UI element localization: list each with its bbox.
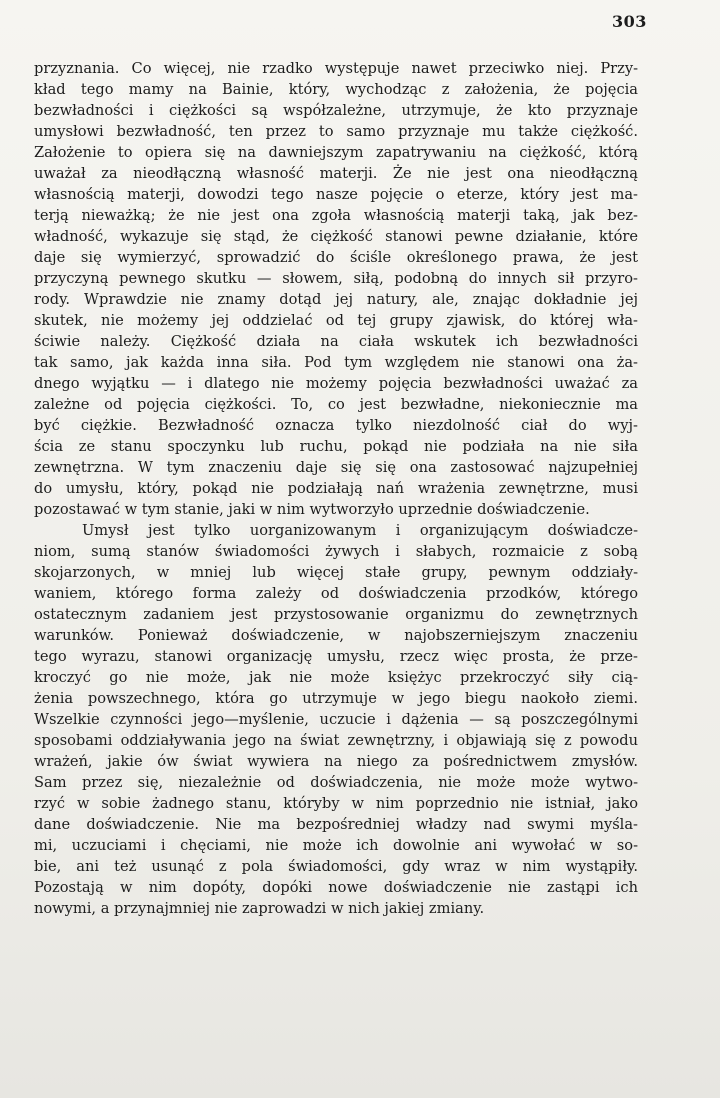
text-line: kład tego mamy na Bainie, który, wychodząc z założenia, że pojęcia: [34, 81, 638, 98]
paragraph-1: [34, 58, 638, 520]
text-line: zewnętrzna. W tym znaczeniu daje się się ona zastosować najzupełniej: [34, 459, 638, 476]
text-line: własnością materji, dowodzi tego nasze pojęcie o eterze, który jest ma-: [34, 186, 638, 203]
text-line: Pozostają w nim dopóty, dopóki nowe doświadczenie nie zastąpi ich: [34, 879, 638, 896]
text-line: kroczyć go nie może, jak nie może księżyc przekroczyć siły cią-: [34, 669, 638, 686]
body-text: [34, 58, 638, 919]
text-line: skojarzonych, w mniej lub więcej stałe grupy, pewnym oddziały-: [34, 564, 638, 581]
text-line: rzyć w sobie żadnego stanu, któryby w nim poprzednio nie istniał, jako: [34, 795, 638, 812]
text-line: uważał za nieodłączną własność materji. Że nie jest ona nieodłączną: [34, 165, 638, 182]
text-line: umysłowi bezwładność, ten przez to samo przyznaje mu także ciężkość.: [34, 123, 638, 140]
text-line: nowymi, a przynajmniej nie zaprowadzi w nich jakiej zmiany.: [34, 900, 485, 917]
text-line: być ciężkie. Bezwładność oznacza tylko niezdolność ciał do wyj-: [34, 417, 638, 434]
text-line: tego wyrazu, stanowi organizację umysłu, rzecz więc prosta, że prze-: [34, 648, 638, 665]
text-line: bezwładności i ciężkości są współzależne, utrzymuje, że kto przyznaje: [34, 102, 638, 119]
text-line: wrażeń, jakie ów świat wywiera na niego za pośrednictwem zmysłów.: [34, 753, 638, 770]
text-line: skutek, nie możemy jej oddzielać od tej grupy zjawisk, do której wła-: [34, 312, 638, 329]
text-line: przyczyną pewnego skutku — słowem, siłą, podobną do innych sił przyro-: [34, 270, 638, 287]
text-line: tak samo, jak każda inna siła. Pod tym względem nie stanowi ona ża-: [34, 354, 638, 371]
text-line: terją nieważką; że nie jest ona zgoła własnością materji taką, jak bez-: [34, 207, 638, 224]
text-line: bie, ani też usunąć z pola świadomości, gdy wraz w nim wystąpiły.: [34, 858, 638, 875]
text-line: Umysł jest tylko uorganizowanym i organizującym doświadcze-: [82, 522, 638, 539]
text-line: ostatecznym zadaniem jest przystosowanie organizmu do zewnętrznych: [34, 606, 638, 623]
text-line: pozostawać w tym stanie, jaki w nim wytworzyło uprzednie doświadczenie.: [34, 501, 590, 518]
text-line: waniem, którego forma zależy od doświadczenia przodków, którego: [34, 585, 638, 602]
text-line: warunków. Ponieważ doświadczenie, w najobszerniejszym znaczeniu: [34, 627, 638, 644]
text-line: dane doświadczenie. Nie ma bezpośredniej władzy nad swymi myśla-: [34, 816, 638, 833]
text-line: do umysłu, który, pokąd nie podziałają nań wrażenia zewnętrzne, musi: [34, 480, 638, 497]
text-line: ściwie należy. Ciężkość działa na ciała wskutek ich bezwładności: [34, 333, 638, 350]
text-line: władność, wykazuje się stąd, że ciężkość stanowi pewne działanie, które: [34, 228, 638, 245]
text-line: mi, uczuciami i chęciami, nie może ich dowolnie ani wywołać w so-: [34, 837, 638, 854]
text-line: przyznania. Co więcej, nie rzadko występuje nawet przeciwko niej. Przy-: [34, 60, 638, 77]
text-line: dnego wyjątku — i dlatego nie możemy pojęcia bezwładności uważać za: [34, 375, 638, 392]
paragraph-2: [34, 520, 638, 919]
page-number: 303: [612, 12, 647, 31]
text-line: rody. Wprawdzie nie znamy dotąd jej natury, ale, znając dokładnie jej: [34, 291, 638, 308]
text-line: zależne od pojęcia ciężkości. To, co jest bezwładne, niekoniecznie ma: [34, 396, 638, 413]
text-line: Wszelkie czynności jego—myślenie, uczucie i dążenia — są poszczególnymi: [34, 711, 638, 728]
text-line: ścia ze stanu spoczynku lub ruchu, pokąd nie podziała na nie siła: [34, 438, 638, 455]
text-line: Sam przez się, niezależnie od doświadczenia, nie może może wytwo-: [34, 774, 638, 791]
text-line: Założenie to opiera się na dawniejszym zapatrywaniu na ciężkość, którą: [34, 144, 638, 161]
text-line: daje się wymierzyć, sprowadzić do ściśle określonego prawa, że jest: [34, 249, 638, 266]
text-line: sposobami oddziaływania jego na świat zewnętrzny, i objawiają się z powodu: [34, 732, 638, 749]
text-line: niom, sumą stanów świadomości żywych i słabych, rozmaicie z sobą: [34, 543, 638, 560]
text-line: żenia powszechnego, która go utrzymuje w jego biegu naokoło ziemi.: [34, 690, 638, 707]
